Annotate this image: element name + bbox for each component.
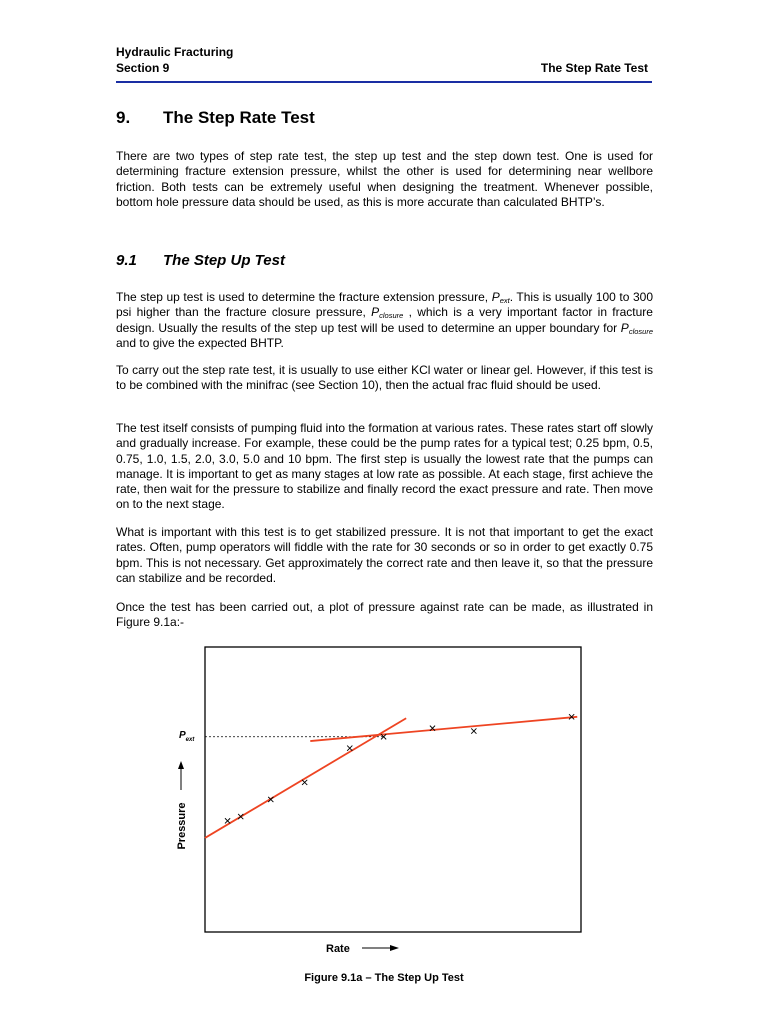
header-rule <box>116 81 652 83</box>
y-axis-title <box>176 761 188 850</box>
paragraph-extension-pressure <box>116 290 653 351</box>
running-header-section-row <box>116 61 648 75</box>
subsection-heading-title: The Step Up Test <box>163 252 285 269</box>
subsection-heading-number: 9.1 <box>116 252 137 269</box>
section-heading-number: 9. <box>116 108 131 127</box>
paragraph-stabilization: What is important with this test is to get stabilized pressure. It is not that important to get the exact rates. Often, pump operators will fiddle with the rate for 30 seconds or so in order to get exactly 0.75 bpm. This is not necessary. Get approximately the correct rate and then leave it, so that the pressure can stabilize and be recorded. <box>116 525 653 585</box>
paragraph-plot-intro: Once the test has been carried out, a plot of pressure against rate can be made, as illustrated in Figure 9.1a:- <box>116 600 653 630</box>
p2-text-d: and to give the expected BHTP. <box>116 335 284 350</box>
paragraph-procedure: The test itself consists of pumping fluid into the formation at various rates. These rates start off slowly and gradually increase. For example, these could be the pump rates for a typical test; 0.25 bpm, 0.5, 0.75, 1.0, 1.5, 2.0, 3.0, 5.0 and 10 bpm. The first step is usually the lowest rate that the pumps can manage. It is important to get as many stages at low rate as possible. At each stage, first achieve the rate, then wait for the pressure to stabilize and finally record the exact pressure and rate. Then move on to the next stage. <box>116 421 653 512</box>
pext-symbol: $P_{ext}$ <box>491 290 510 305</box>
y-axis-label: Pressure <box>176 802 188 850</box>
running-header-section: Section 9 <box>116 61 170 75</box>
p2-text-b: . This is usually 100 to 300 psi higher than the fracture closure pressure, <box>116 290 653 320</box>
pclosure-symbol: $P_{closure}$ <box>371 305 404 321</box>
x-axis-title <box>326 943 399 955</box>
p2-text-a: The step up test is used to determine the fracture extension pressure, <box>116 290 492 304</box>
x-axis-label: Rate <box>326 943 350 955</box>
x-axis-arrowhead <box>390 945 399 951</box>
pext-axis-label: $P_{ext}$ <box>179 729 195 743</box>
section-heading-title: The Step Rate Test <box>163 108 315 127</box>
running-header-title: Hydraulic Fracturing <box>116 45 234 59</box>
p2-text-c: , which is a very important factor in fracture design. Usually the results of the step up test will be used to determine an upper boundary for <box>116 305 653 335</box>
y-axis-arrowhead <box>178 761 184 769</box>
subsection-heading <box>116 252 285 269</box>
step-up-test-chart <box>170 640 590 970</box>
plot-frame <box>205 647 581 932</box>
section-heading <box>116 108 315 128</box>
running-header-topic: The Step Rate Test <box>540 61 648 75</box>
figure-caption: Figure 9.1a – The Step Up Test <box>304 972 464 984</box>
intro-paragraph: There are two types of step rate test, the step up test and the step down test. One is used for determining fracture extension pressure, whilst the other is used for determining near wellbore friction. Both tests can be extremely useful when designing the treatment. Whenever possible, bottom hole pressure data should be used, as this is more accurate than calculated BHTP’s. <box>116 149 653 209</box>
paragraph-fluid: To carry out the step rate test, it is usually to use either KCl water or linear gel. However, if this test is to be combined with the minifrac (see Section 10), then the actual frac fluid should be used. <box>116 363 653 393</box>
pclosure-symbol-2: $P_{closure}$ <box>620 320 653 336</box>
